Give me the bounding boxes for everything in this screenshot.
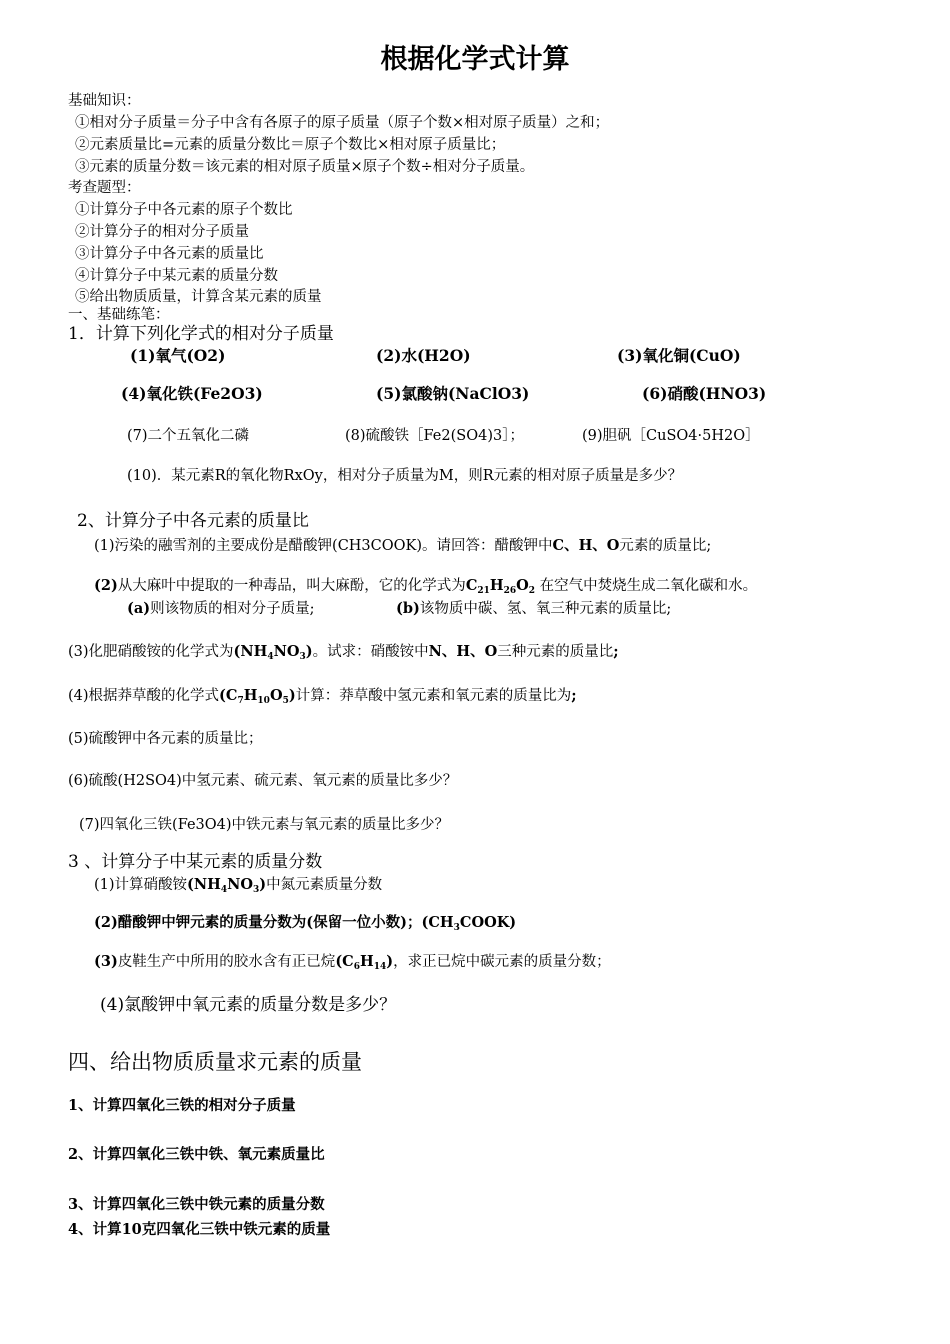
q1-item: (6)硝酸(HNO3) xyxy=(642,384,767,403)
q3-item-1-text: 中氮元素质量分数 xyxy=(266,877,383,893)
formula-subscript: 3 xyxy=(453,923,460,934)
formula-subscript: 3 xyxy=(253,885,260,896)
q2-item-7: (7)四氧化三铁(Fe3O4)中铁元素与氧元素的质量比多少？ xyxy=(79,817,450,833)
q2-item-3-punct: ; xyxy=(613,643,619,660)
q2-item-2b-label: (b) xyxy=(396,600,420,617)
q2-heading: 2、计算分子中各元素的质量比 xyxy=(77,511,309,531)
q3-item-3 xyxy=(94,953,611,971)
formula-nh4no3 xyxy=(187,876,267,896)
formula-part: ) xyxy=(386,953,394,970)
formula-c21h26o2 xyxy=(465,577,535,597)
q2-item-6: (6)硫酸(H2SO4)中氢元素、硫元素、氧元素的质量比多少？ xyxy=(68,773,458,789)
q2-item-4-text: 计算：莽草酸中氢元素和氧元素的质量比为 xyxy=(295,688,572,704)
basics-item: ③元素的质量分数＝该元素的相对原子质量×原子个数÷相对分子质量。 xyxy=(75,159,535,175)
q2-item-2-label: (2) xyxy=(94,577,118,594)
q1-item: (4)氧化铁(Fe2O3) xyxy=(121,384,263,403)
q2-item-2a-text: 则该物质的相对分子质量; xyxy=(150,601,315,617)
formula-part: COOK) xyxy=(459,914,517,931)
formula-part: (CH xyxy=(421,914,454,931)
section4-item: 3、计算四氧化三铁中铁元素的质量分数 xyxy=(68,1196,325,1213)
q3-item-2 xyxy=(94,914,517,934)
q1-item: (2)水(H2O) xyxy=(376,346,471,365)
formula-part: ) xyxy=(305,643,313,660)
formula-subscript: 26 xyxy=(503,586,517,597)
formula-c7h10o5 xyxy=(219,687,296,707)
section4-heading: 四、给出物质质量求元素的质量 xyxy=(68,1050,362,1074)
q2-item-1-text: (1)污染的融雪剂的主要成份是醋酸钾(CH3COOK)。请回答：醋酸钾中 xyxy=(94,538,553,554)
formula-part: (C xyxy=(335,953,354,970)
q2-item-2 xyxy=(94,577,757,595)
formula-part: (C xyxy=(219,687,238,704)
formula-part: H xyxy=(359,953,374,970)
question-type-item: ⑤给出物质质量，计算含某元素的质量 xyxy=(75,289,322,305)
formula-part: (NH xyxy=(187,876,221,893)
section4-item: 1、计算四氧化三铁的相对分子质量 xyxy=(68,1097,296,1114)
formula-c6h14 xyxy=(335,953,394,973)
basics-item: ①相对分子质量＝分子中含有各原子的原子质量（原子个数×相对原子质量）之和； xyxy=(75,115,610,131)
basics-item: ②元素质量比=元素的质量分数比＝原子个数比×相对原子质量比； xyxy=(75,137,506,153)
question-type-item: ③计算分子中各元素的质量比 xyxy=(75,246,264,262)
formula-subscript: 2 xyxy=(528,586,535,597)
q2-item-2-text: 从大麻叶中提取的一种毒品，叫大麻酚，它的化学式为 xyxy=(117,578,466,594)
formula-subscript: 14 xyxy=(373,962,387,973)
q1-item: (9)胆矾［CuSO4·5H2O］ xyxy=(582,428,760,444)
q3-item-1 xyxy=(94,876,382,894)
q2-item-1 xyxy=(94,537,711,555)
formula-part: O xyxy=(516,577,529,594)
formula-part: C xyxy=(465,577,478,594)
q2-item-3-text: 。试求：硝酸铵中 xyxy=(312,644,429,660)
basics-heading: 基础知识： xyxy=(68,93,141,109)
formula-subscript: 5 xyxy=(282,696,289,707)
q1-item: (7)二个五氧化二磷 xyxy=(127,428,250,444)
formula-subscript: 7 xyxy=(237,696,244,707)
formula-part: ) xyxy=(288,687,296,704)
q3-item-2-text: (2)醋酸钾中钾元素的质量分数为(保留一位小数)； xyxy=(94,914,422,931)
q2-item-2a-label: (a) xyxy=(127,600,151,617)
q2-item-5: (5)硫酸钾中各元素的质量比； xyxy=(68,731,263,747)
q2-item-4 xyxy=(68,687,577,705)
q2-item-3 xyxy=(68,643,619,661)
formula-nh4no3 xyxy=(233,643,313,663)
formula-part: H xyxy=(243,687,258,704)
question-type-item: ①计算分子中各元素的原子个数比 xyxy=(75,202,293,218)
q2-item-4-text: (4)根据莽草酸的化学式 xyxy=(68,688,220,704)
formula-subscript: 6 xyxy=(353,962,360,973)
q2-item-2b xyxy=(396,600,671,618)
formula-subscript: 4 xyxy=(220,885,228,896)
section4-item: 2、计算四氧化三铁中铁、氧元素质量比 xyxy=(68,1146,325,1163)
page-title: 根据化学式计算 xyxy=(380,44,570,75)
q2-item-2-tail: 在空气中焚烧生成二氧化碳和水。 xyxy=(539,578,758,594)
q2-item-2a xyxy=(127,600,315,618)
q1-item: (3)氧化铜(CuO) xyxy=(617,346,741,365)
q2-item-3-text: 三种元素的质量比 xyxy=(497,644,614,660)
q1-item: (10)．某元素R的氧化物RxOy，相对分子质量为M，则R元素的相对原子质量是多少？ xyxy=(127,468,683,484)
formula-subscript: 4 xyxy=(267,652,274,663)
q3-item-3-label: (3) xyxy=(94,953,118,970)
formula-subscript: 3 xyxy=(299,652,306,663)
formula-subscript: 10 xyxy=(257,696,270,707)
formula-subscript: 21 xyxy=(477,586,490,597)
formula-part: NO xyxy=(227,876,254,893)
q1-item: (5)氯酸钠(NaClO3) xyxy=(376,384,530,403)
question-type-item: ②计算分子的相对分子质量 xyxy=(75,224,249,240)
formula-part: ) xyxy=(259,876,267,893)
q2-item-3-elements: N、H、O xyxy=(428,643,498,660)
q3-heading: 3 、计算分子中某元素的质量分数 xyxy=(68,852,323,872)
q2-item-3-text: (3)化肥硝酸铵的化学式为 xyxy=(68,644,234,660)
q3-item-3-text: 皮鞋生产中所用的胶水含有正已烷 xyxy=(117,954,336,970)
formula-part: O xyxy=(269,687,283,704)
formula-part: H xyxy=(489,577,504,594)
question-type-item: ④计算分子中某元素的质量分数 xyxy=(75,268,278,284)
q2-item-4-punct: ; xyxy=(571,687,577,704)
question-types-heading: 考查题型： xyxy=(68,180,141,196)
q1-heading: 1．计算下列化学式的相对分子质量 xyxy=(68,324,334,344)
section4-item: 4、计算10克四氧化三铁中铁元素的质量 xyxy=(68,1221,331,1238)
formula-part: (NH xyxy=(233,643,268,660)
q1-item: (1)氧气(O2) xyxy=(130,346,226,365)
q3-item-4: (4)氯酸钾中氧元素的质量分数是多少？ xyxy=(100,995,397,1015)
formula-part: NO xyxy=(273,643,300,660)
q2-item-1-elements: C、H、O xyxy=(552,537,620,554)
practice-heading: 一、基础练笔： xyxy=(68,307,170,323)
q2-item-1-text: 元素的质量比; xyxy=(619,538,712,554)
formula-ch3cook xyxy=(421,914,517,934)
q3-item-1-text: (1)计算硝酸铵 xyxy=(94,877,188,893)
q3-item-3-text: ，求正已烷中碳元素的质量分数； xyxy=(393,954,611,970)
q2-item-2b-text: 该物质中碳、氢、氧三种元素的质量比; xyxy=(419,601,672,617)
q1-item: (8)硫酸铁［Fe2(SO4)3］； xyxy=(345,428,524,444)
